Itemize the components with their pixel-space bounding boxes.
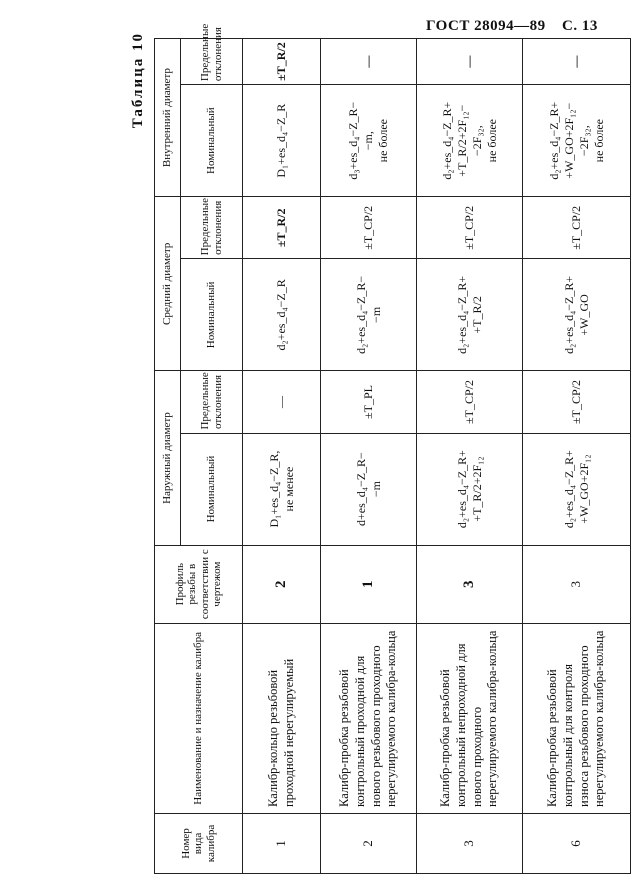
inner-nominal: D₁+es_d₄−Z_R xyxy=(274,103,288,178)
outer-nominal: D₁+es_d₄−Z_R, не менее xyxy=(266,450,296,528)
col-name-header: Наименование и назначение калибра xyxy=(155,623,243,813)
outer-limit: — xyxy=(274,395,288,408)
outer-limit: ±T_CP/2 xyxy=(462,380,476,424)
outer-nominal: d₂+es_d₄−Z_R+ +T_R/2+2F₁₂ xyxy=(454,450,484,529)
middle-limit: ±T_CP/2 xyxy=(569,205,583,250)
row-number: 1 xyxy=(273,840,289,847)
table-row xyxy=(523,39,631,874)
middle-limit: ±T_R/2 xyxy=(274,208,288,248)
outer-limit: ±T_PL xyxy=(361,385,375,419)
middle-nominal: d₂+es_d₄−Z_R+ +W_GO xyxy=(561,275,591,354)
table-caption: Таблица 10 xyxy=(130,32,146,129)
gauge-name: Калибр-пробка резьбовой контрольный непроходной для нового проходного нерегулируемого калибра-кольца xyxy=(438,630,500,807)
inner-nominal: d₂+es_d₄−Z_R+ +W_GO+2F₁₂− −2F₃₂, не более xyxy=(546,101,606,180)
middle-diameter-header: Средний диаметр xyxy=(155,197,181,371)
table-row xyxy=(321,39,417,874)
row-number: 2 xyxy=(360,840,376,847)
gauge-name: Калибр-пробка резьбовой контрольный проходной для нового резьбового проходного нерегулируемого калибра-кольца xyxy=(337,630,399,807)
row-number: 3 xyxy=(461,840,477,847)
inner-nominal: d₃+es_d₄−Z_R− −m, не более xyxy=(346,101,390,180)
middle-nominal: d₂+es_d₄−Z_R+ +T_R/2 xyxy=(454,275,484,354)
col-number-header: Номер вида калибра xyxy=(155,813,243,873)
inner-diameter-header: Внутренний диаметр xyxy=(155,39,181,197)
middle-limit-header: Предельные отклонения xyxy=(181,197,243,259)
profile-number: 3 xyxy=(461,580,478,588)
outer-nominal: d+es_d₄−Z_R− −m xyxy=(353,452,383,526)
inner-nominal-header: Номинальный xyxy=(181,85,243,197)
inner-limit-header: Предельные отклонения xyxy=(181,39,243,85)
outer-limit: ±T_CP/2 xyxy=(569,380,583,424)
inner-nominal: d₂+es_d₄−Z_R+ +T_R/2+2F₁₂− −2F₃₂, не более xyxy=(439,101,499,180)
inner-limit: — xyxy=(569,55,583,68)
standard-number: ГОСТ 28094—89 xyxy=(426,18,546,34)
middle-limit: ±T_CP/2 xyxy=(361,205,375,250)
gauge-name: Калибр-кольцо резьбовой проходной нерегулируемый xyxy=(265,658,296,807)
middle-limit: ±T_CP/2 xyxy=(462,205,476,250)
inner-limit: ±T_R/2 xyxy=(274,42,288,81)
middle-nominal: d₂+es_d₄−Z_R− −m xyxy=(353,275,383,354)
middle-nominal-header: Номинальный xyxy=(181,259,243,371)
profile-number: 2 xyxy=(273,580,290,588)
col-profile-header: Профиль резьбы в соответствии с чертежом xyxy=(155,545,243,623)
outer-nominal-header: Номинальный xyxy=(181,433,243,545)
page-number: С. 13 xyxy=(562,18,598,34)
outer-diameter-header: Наружный диаметр xyxy=(155,371,181,545)
inner-limit: — xyxy=(462,55,476,68)
outer-nominal: d₂+es_d₄−Z_R+ +W_GO+2F₁₂ xyxy=(561,450,591,529)
table-row xyxy=(243,39,321,874)
row-number: 6 xyxy=(568,840,584,847)
profile-number: 3 xyxy=(568,580,584,588)
table-row xyxy=(417,39,523,874)
outer-limit-header: Предельные отклонения xyxy=(181,371,243,433)
profile-number: 1 xyxy=(360,580,377,588)
inner-limit: — xyxy=(361,55,375,68)
gauge-name: Калибр-пробка резьбовой контрольный для контроля износа резьбового проходного нерегулируемого калибра-кольца xyxy=(545,630,607,807)
middle-nominal: d₂+es_d₄−Z_R xyxy=(274,279,288,351)
